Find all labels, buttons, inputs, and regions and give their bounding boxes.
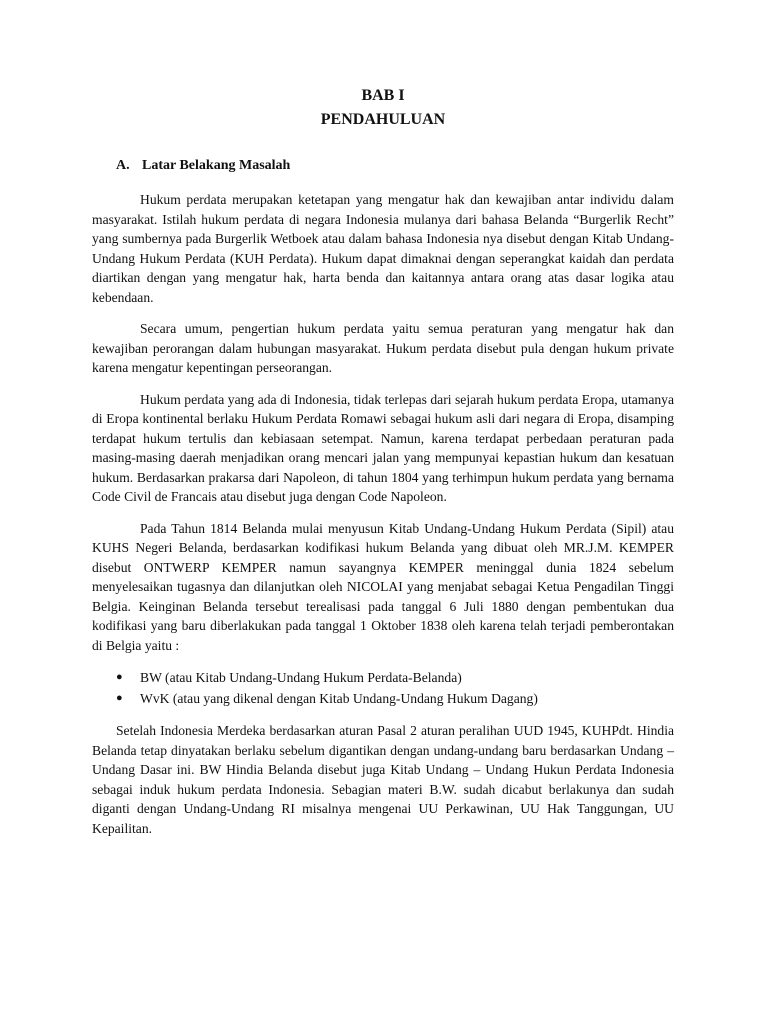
section-title: Latar Belakang Masalah (142, 158, 291, 173)
bullet-list (92, 667, 674, 709)
section-number: A. (116, 158, 130, 173)
list-item-text: WvK (atau yang dikenal dengan Kitab Undang-Undang Hukum Dagang) (140, 691, 538, 706)
bullet-icon: ● (116, 692, 123, 704)
bullet-icon: ● (116, 671, 123, 683)
paragraph-3: Hukum perdata yang ada di Indonesia, tidak terlepas dari sejarah hukum perdata Eropa, utamanya di Eropa kontinental berlaku Hukum Perdata Romawi sebagai hukum asli dari negara di Eropa, disamping terdapat hukum tertulis dan kebiasaan setempat. Namun, karena terdapat perbedaan peraturan pada masing-masing daerah menjadikan orang mencari jalan yang mempunyai kepastian hukum dan kesatuan hukum. Berdasarkan prakarsa dari Napoleon, di tahun 1804 yang terhimpun hukum perdata yang bernama Code Civil de Francais atau disebut juga dengan Code Napoleon. (92, 391, 674, 504)
paragraph-2: Secara umum, pengertian hukum perdata yaitu semua peraturan yang mengatur hak dan kewajiban perorangan dalam hubungan masyarakat. Hukum perdata disebut pula dengan hukum private karena mengatur kepentingan perseorangan. (92, 321, 674, 375)
list-item-text: BW (atau Kitab Undang-Undang Hukum Perdata-Belanda) (140, 670, 462, 685)
closing-paragraph: Setelah Indonesia Merdeka berdasarkan aturan Pasal 2 aturan peralihan UUD 1945, KUHPdt. Hindia Belanda tetap dinyatakan berlaku sebelum digantikan dengan undang-undang baru berdasarkan Undang – Undang Dasar ini. BW Hindia Belanda disebut juga Kitab Undang – Undang Hukun Perdata Indonesia sebagai induk hukum perdata Indonesia. Sebagian materi B.W. sudah dicabut berlakunya dan sudah diganti dengan Undang-Undang RI misalnya mengenai UU Perkawinan, UU Hak Tanggungan, UU Kepailitan. (92, 723, 674, 836)
chapter-title: PENDAHULUAN (320, 111, 446, 128)
list-item (92, 688, 674, 709)
paragraph-1: Hukum perdata merupakan ketetapan yang mengatur hak dan kewajiban antar individu dalam masyarakat. Istilah hukum perdata di negara Indonesia mulanya dari bahasa Belanda “Burgerlik Recht” yang sumbernya pada Burgerlik Wetboek atau dalam bahasa Indonesia nya disebut dengan Kitab Undang-Undang Hukum Perdata (KUH Perdata). Hukum dapat dimaknai dengan seperangkat kaidah dan perdata diartikan dengan yang mengatur hak, harta benda dan kaitannya antara orang atas dasar logika atau kebendaan. (92, 192, 674, 305)
list-item (92, 667, 674, 688)
paragraph-4: Pada Tahun 1814 Belanda mulai menyusun Kitab Undang-Undang Hukum Perdata (Sipil) atau KUHS Negeri Belanda, berdasarkan kodifikasi hukum Belanda yang dibuat oleh MR.J.M. KEMPER disebut ONTWERP KEMPER namun sayangnya KEMPER meninggal dunia 1824 sebelum menyelesaikan tugasnya dan dilanjutkan oleh NICOLAI yang menjabat sebagai Ketua Pengadilan Tinggi Belgia. Keinginan Belanda tersebut terealisasi pada tanggal 6 Juli 1880 dengan pembentukan dua kodifikasi yang baru diberlakukan pada tanggal 1 Oktober 1838 oleh karena telah terjadi pemberontakan di Belgia yaitu : (92, 520, 674, 653)
chapter-label: BAB I (361, 87, 405, 104)
document-body (92, 84, 674, 838)
section-heading (116, 156, 674, 176)
